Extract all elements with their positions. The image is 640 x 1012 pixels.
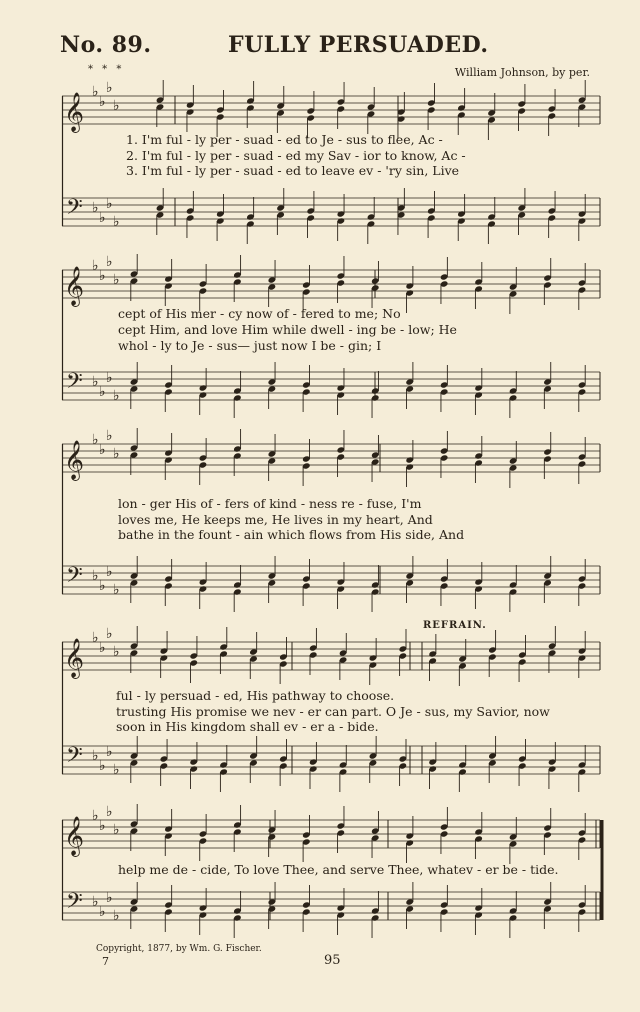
lyric-line: help me de - cide, To love Thee, and serve Thee, whatev - er be - tide. [118, 862, 559, 877]
hymn-title: FULLY PERSUADED. [228, 32, 489, 58]
svg-text:♭: ♭ [99, 210, 106, 226]
svg-text:♭: ♭ [113, 446, 120, 462]
svg-text:𝄞: 𝄞 [64, 816, 85, 856]
svg-text:♭: ♭ [106, 804, 113, 820]
svg-text:♭: ♭ [113, 98, 120, 114]
svg-text:♭: ♭ [92, 748, 99, 764]
svg-text:𝄢: 𝄢 [66, 369, 83, 399]
author-credit: William Johnson, by per. [454, 66, 590, 79]
svg-text:♭: ♭ [92, 432, 99, 448]
copyright-notice: Copyright, 1877, by Wm. G. Fischer. [96, 944, 262, 954]
svg-text:♭: ♭ [113, 822, 120, 838]
svg-text:𝄞: 𝄞 [64, 638, 85, 678]
lyric-line: bathe in the fount - ain which flows from His side, And [118, 527, 465, 542]
ornament-stars: * * * [88, 64, 125, 75]
svg-text:♭: ♭ [99, 268, 106, 284]
svg-text:♭: ♭ [106, 890, 113, 906]
svg-text:♭: ♭ [106, 626, 113, 642]
staff-notation [62, 254, 602, 412]
svg-text:♭: ♭ [92, 894, 99, 910]
svg-text:♭: ♭ [113, 644, 120, 660]
page-number: 95 [324, 953, 341, 968]
svg-text:𝄞: 𝄞 [64, 92, 85, 132]
hymn-number: No. 89. [60, 32, 152, 58]
svg-text:𝄞: 𝄞 [64, 266, 85, 306]
svg-text:♭: ♭ [92, 84, 99, 100]
svg-text:♭: ♭ [106, 370, 113, 386]
svg-text:♭: ♭ [106, 196, 113, 212]
svg-text:♭: ♭ [106, 744, 113, 760]
lyric-line: ful - ly persuad - ed, His pathway to choose. [116, 688, 395, 703]
lyric-line: 2. I'm ful - ly per - suad - ed my Sav - ior to know, Ac - [126, 148, 466, 163]
svg-text:♭: ♭ [92, 374, 99, 390]
lyric-line: lon - ger His of - fers of kind - ness re - fuse, I'm [118, 496, 422, 511]
lyric-line: trusting His promise we nev - er can part. O Je - sus, my Savior, now [116, 704, 550, 719]
music-system-5 [62, 804, 602, 942]
lyric-line: loves me, He keeps me, He lives in my heart, And [118, 512, 433, 527]
svg-text:♭: ♭ [92, 568, 99, 584]
svg-text:♭: ♭ [99, 758, 106, 774]
lyric-line: 1. I'm ful - ly per - suad - ed to Je - sus to flee, Ac - [126, 132, 443, 147]
svg-text:♭: ♭ [99, 384, 106, 400]
svg-text:♭: ♭ [113, 272, 120, 288]
svg-text:♭: ♭ [99, 442, 106, 458]
svg-text:♭: ♭ [99, 640, 106, 656]
svg-text:♭: ♭ [106, 254, 113, 270]
svg-text:♭: ♭ [92, 630, 99, 646]
svg-text:♭: ♭ [113, 908, 120, 924]
svg-text:𝄢: 𝄢 [66, 743, 83, 773]
svg-text:♭: ♭ [92, 258, 99, 274]
svg-text:𝄞: 𝄞 [64, 440, 85, 480]
svg-text:♭: ♭ [113, 762, 120, 778]
lyric-line: whol - ly to Je - sus— just now I be - gin; I [118, 338, 382, 353]
svg-text:♭: ♭ [99, 94, 106, 110]
refrain-label: REFRAIN. [423, 620, 487, 631]
svg-text:♭: ♭ [92, 808, 99, 824]
music-system-2 [62, 254, 602, 412]
svg-text:♭: ♭ [113, 388, 120, 404]
svg-text:♭: ♭ [99, 578, 106, 594]
svg-text:♭: ♭ [99, 818, 106, 834]
svg-text:♭: ♭ [106, 564, 113, 580]
lyric-line: 3. I'm ful - ly per - suad - ed to leave ev - 'ry sin, Live [126, 163, 460, 178]
lyric-line: soon in His kingdom shall ev - er a - bide. [116, 719, 379, 734]
svg-text:♭: ♭ [113, 214, 120, 230]
svg-text:♭: ♭ [92, 200, 99, 216]
svg-text:𝄢: 𝄢 [66, 889, 83, 919]
svg-text:♭: ♭ [113, 582, 120, 598]
svg-text:♭: ♭ [106, 428, 113, 444]
lyric-line: cept Him, and love Him while dwell - ing be - low; He [118, 322, 457, 337]
signature-mark: 7 [102, 955, 109, 968]
svg-text:♭: ♭ [106, 80, 113, 96]
svg-text:♭: ♭ [99, 904, 106, 920]
staff-notation [62, 804, 602, 942]
lyric-line: cept of His mer - cy now of - fered to me; No [118, 306, 401, 321]
svg-text:𝄢: 𝄢 [66, 195, 83, 225]
svg-text:𝄢: 𝄢 [66, 563, 83, 593]
